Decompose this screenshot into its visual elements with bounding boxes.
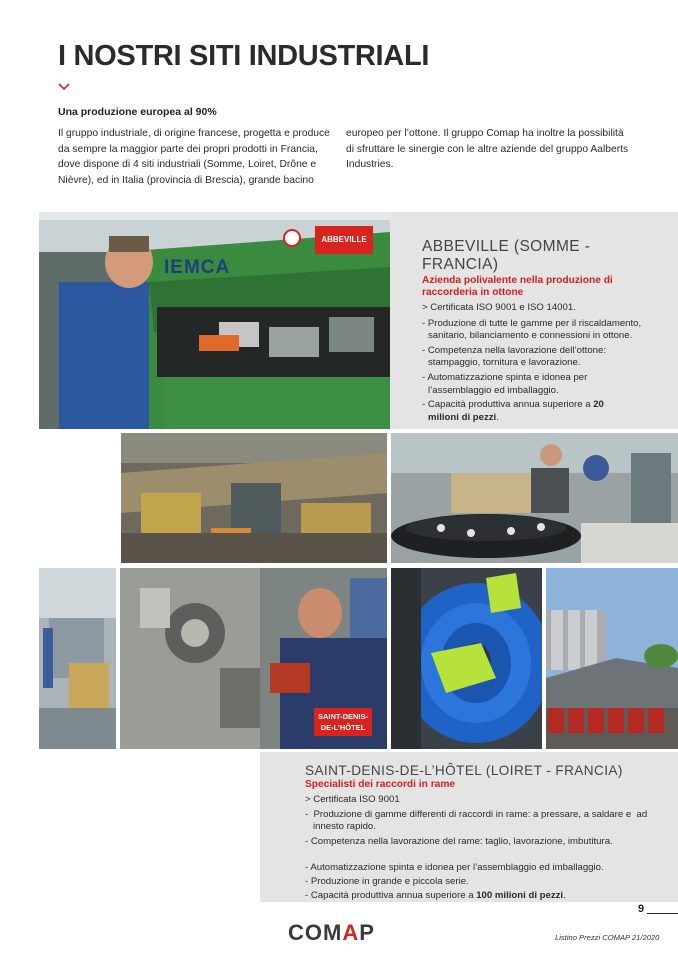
saint-denis-line2: - Competenza nella lavorazione del rame: taglio, lavorazione, imbutitura. <box>305 835 613 847</box>
saint-denis-tag-line1: SAINT-DENIS- <box>317 712 368 721</box>
saint-denis-subtitle: Specialisti dei raccordi in rame <box>305 779 456 790</box>
saint-denis-info-panel <box>260 752 678 902</box>
saint-denis-capacity-value: 100 milioni di pezzi <box>476 889 564 901</box>
abbeville-subtitle-line2: raccorderia in ottone <box>422 287 524 298</box>
saint-denis-capacity <box>305 890 675 903</box>
page-number-rule <box>647 913 678 914</box>
page-title: I NOSTRI SITI INDUSTRIALI <box>58 40 430 72</box>
saint-denis-line4: - Produzione in grande e piccola serie. <box>305 875 469 887</box>
abbeville-capacity-suffix: . <box>496 411 499 423</box>
logo-com: COM <box>288 920 343 945</box>
saint-denis-cert: > Certificata ISO 9001 <box>305 794 400 805</box>
intro-text-left: Il gruppo industriale, di origine francese, progetta e produce da sempre la maggior parte dei propri prodotti in Francia, dove dispone di 4 siti industriali (Somme, Loiret, Drône e Nièvre), ed in Italia (provincia di Brescia), grande bacino <box>58 128 330 186</box>
logo-a: A <box>342 920 360 945</box>
machine-label: IEMCA <box>164 257 231 278</box>
abbeville-bullet-1a: - Produzione di tutte le gamme per il riscaldamento, <box>422 317 642 329</box>
saint-denis-line1b: innesto rapido. <box>305 821 376 833</box>
comap-logo <box>288 920 375 946</box>
factory-floor-photo <box>121 433 387 563</box>
storage-silo-photo <box>546 568 678 749</box>
abbeville-info-panel <box>390 212 678 429</box>
saint-denis-line3: - Automatizzazione spinta e idonea per l’assemblaggio ed imballaggio. <box>305 862 604 874</box>
abbeville-cert: > Certificata ISO 9001 e ISO 14001. <box>422 302 576 313</box>
page-number: 9 <box>638 903 645 915</box>
abbeville-bullet-3b: l’assemblaggio ed imballaggio. <box>428 384 559 396</box>
workshop-photo <box>39 568 116 749</box>
abbeville-capacity-prefix: - Capacità produttiva annua superiore a <box>422 399 594 411</box>
saint-denis-tag <box>314 708 372 736</box>
intro-text-right: europeo per l’ottone. Il gruppo Comap ha inoltre la possibilità di sfruttare le sinergie con le altre aziende del gruppo Aalberts Industries. <box>346 128 629 170</box>
abbeville-bullet-1b: sanitario, bilanciamento e connessioni in ottone. <box>428 330 633 342</box>
chevron-down-icon <box>58 82 70 92</box>
saint-denis-line1: - Produzione di gamme differenti di raccordi in rame: a pressare, a saldare e ad <box>305 808 648 820</box>
blue-pipe-coil-photo <box>391 568 542 749</box>
saint-denis-tag-line2: DE-L’HÔTEL <box>320 723 366 732</box>
section-subtitle: Una produzione europea al 90% <box>58 106 217 118</box>
abbeville-bullet-2b: stampaggio, tornitura e lavorazione. <box>428 357 581 369</box>
abbeville-bullet-3a: - Automatizzazione spinta e idonea per <box>422 371 588 383</box>
saint-denis-title: SAINT-DENIS-DE-L’HÔTEL (LOIRET - FRANCIA) <box>305 763 623 778</box>
abbeville-bullet <box>422 372 672 397</box>
saint-denis-capacity-prefix: - Capacità produttiva annua superiore a <box>305 889 477 901</box>
price-list-label: Listino Prezzi COMAP 21/2020 <box>555 933 660 942</box>
abbeville-tag: ABBEVILLE <box>315 226 373 254</box>
abbeville-factory-photo <box>39 212 390 429</box>
abbeville-title-line1: ABBEVILLE (SOMME - <box>422 238 591 255</box>
abbeville-bullet <box>422 345 672 370</box>
abbeville-capacity-unit: milioni di pezzi <box>428 411 497 423</box>
logo-p: P <box>359 920 375 945</box>
abbeville-capacity-value: 20 <box>593 399 604 411</box>
abbeville-title-line2: FRANCIA) <box>422 256 499 273</box>
assembly-worker-photo <box>391 433 678 563</box>
saint-denis-worker-photo <box>120 568 387 749</box>
saint-denis-capacity-suffix: . <box>563 889 566 901</box>
abbeville-bullet <box>422 318 672 343</box>
abbeville-subtitle-line1: Azienda polivalente nella produzione di <box>422 275 613 286</box>
abbeville-capacity <box>422 399 672 424</box>
abbeville-bullet-2a: - Competenza nella lavorazione dell’ottone: <box>422 344 606 356</box>
